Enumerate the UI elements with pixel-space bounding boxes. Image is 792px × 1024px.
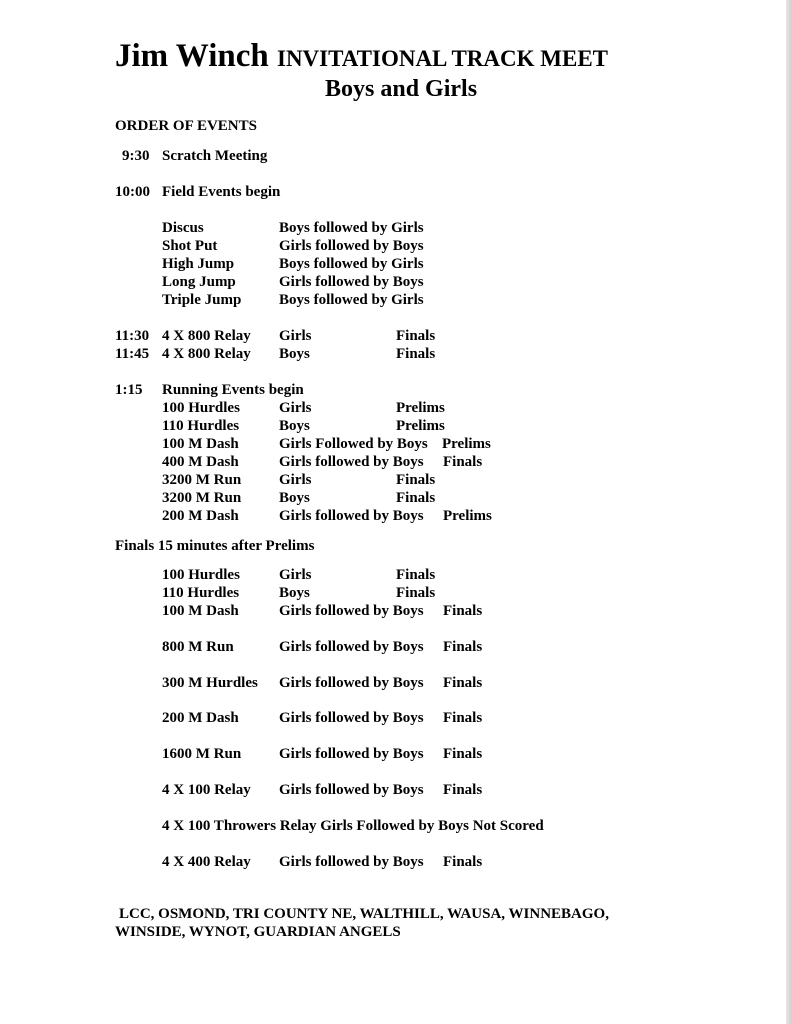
running-division: Girls followed by Boys xyxy=(279,508,424,524)
final-event: 1600 M Run xyxy=(162,746,242,762)
final-event: 110 Hurdles xyxy=(162,585,240,601)
page-edge xyxy=(786,0,792,1024)
running-division: Girls xyxy=(279,472,312,488)
field-event-name: Triple Jump xyxy=(162,292,242,308)
final-event: 300 M Hurdles xyxy=(162,675,258,691)
running-time: 1:15 xyxy=(115,382,143,398)
relay-division: Girls xyxy=(279,328,312,344)
field-label: Field Events begin xyxy=(162,184,281,200)
page-title xyxy=(115,36,608,79)
running-round: Prelims xyxy=(396,400,445,416)
section-heading: ORDER OF EVENTS xyxy=(115,118,257,134)
field-event-order: Boys followed by Girls xyxy=(279,220,424,236)
final-event-throwers-relay: 4 X 100 Throwers Relay Girls Followed by Boys Not Scored xyxy=(162,818,544,834)
running-division: Boys xyxy=(279,418,310,434)
final-event: 100 Hurdles xyxy=(162,567,240,583)
field-event-order: Girls followed by Boys xyxy=(279,238,424,254)
running-event: 110 Hurdles xyxy=(162,418,240,434)
field-event-name: Long Jump xyxy=(162,274,236,290)
relay-round: Finals xyxy=(396,346,436,362)
running-division: Girls xyxy=(279,400,312,416)
schools-list xyxy=(115,905,609,941)
scratch-label: Scratch Meeting xyxy=(162,148,268,164)
final-division: Girls followed by Boys xyxy=(279,710,424,726)
running-event: 100 Hurdles xyxy=(162,400,240,416)
running-round: Finals xyxy=(443,454,483,470)
relay-round: Finals xyxy=(396,328,436,344)
field-event-name: Shot Put xyxy=(162,238,218,254)
scratch-time: 9:30 xyxy=(122,148,150,164)
final-division: Girls followed by Boys xyxy=(279,746,424,762)
schools-line-1: LCC, OSMOND, TRI COUNTY NE, WALTHILL, WAUSA, WINNEBAGO, xyxy=(119,906,609,922)
final-division: Girls followed by Boys xyxy=(279,675,424,691)
final-division: Girls followed by Boys xyxy=(279,603,424,619)
running-label: Running Events begin xyxy=(162,382,304,398)
running-event: 3200 M Run xyxy=(162,490,242,506)
field-event-order: Boys followed by Girls xyxy=(279,256,424,272)
running-event: 100 M Dash xyxy=(162,436,239,452)
final-event: 800 M Run xyxy=(162,639,234,655)
final-division: Girls xyxy=(279,567,312,583)
final-round: Finals xyxy=(443,675,483,691)
final-division: Boys xyxy=(279,585,310,601)
running-round: Prelims xyxy=(396,418,445,434)
relay-event: 4 X 800 Relay xyxy=(162,346,251,362)
final-round: Finals xyxy=(443,710,483,726)
schools-line-2: WINSIDE, WYNOT, GUARDIAN ANGELS xyxy=(115,924,401,940)
final-round: Finals xyxy=(443,782,483,798)
running-division: Boys xyxy=(279,490,310,506)
field-event-order: Girls followed by Boys xyxy=(279,274,424,290)
running-round: Prelims xyxy=(442,436,491,452)
final-round: Finals xyxy=(443,603,483,619)
relay-event: 4 X 800 Relay xyxy=(162,328,251,344)
running-division: Girls followed by Boys xyxy=(279,454,424,470)
field-time: 10:00 xyxy=(115,184,150,200)
final-event: 200 M Dash xyxy=(162,710,239,726)
final-round: Finals xyxy=(443,639,483,655)
running-round: Finals xyxy=(396,472,436,488)
finals-note: Finals 15 minutes after Prelims xyxy=(115,538,315,554)
final-event: 4 X 100 Relay xyxy=(162,782,251,798)
final-round: Finals xyxy=(396,585,436,601)
relay-time: 11:30 xyxy=(115,328,150,344)
relay-time: 11:45 xyxy=(115,346,150,362)
page-subtitle: Boys and Girls xyxy=(325,76,478,102)
final-round: Finals xyxy=(443,854,483,870)
title-main: Jim Winch xyxy=(115,38,269,74)
field-event-name: Discus xyxy=(162,220,204,236)
final-round: Finals xyxy=(396,567,436,583)
final-event: 4 X 400 Relay xyxy=(162,854,251,870)
field-event-name: High Jump xyxy=(162,256,235,272)
running-event: 400 M Dash xyxy=(162,454,239,470)
running-event: 200 M Dash xyxy=(162,508,239,524)
running-event: 3200 M Run xyxy=(162,472,242,488)
running-round: Finals xyxy=(396,490,436,506)
final-division: Girls followed by Boys xyxy=(279,782,424,798)
field-event-order: Boys followed by Girls xyxy=(279,292,424,308)
final-division: Girls followed by Boys xyxy=(279,639,424,655)
title-rest: INVITATIONAL TRACK MEET xyxy=(277,46,609,71)
final-division: Girls followed by Boys xyxy=(279,854,424,870)
relay-division: Boys xyxy=(279,346,310,362)
final-event: 100 M Dash xyxy=(162,603,239,619)
final-round: Finals xyxy=(443,746,483,762)
running-division: Girls Followed by Boys xyxy=(279,436,428,452)
running-round: Prelims xyxy=(443,508,492,524)
